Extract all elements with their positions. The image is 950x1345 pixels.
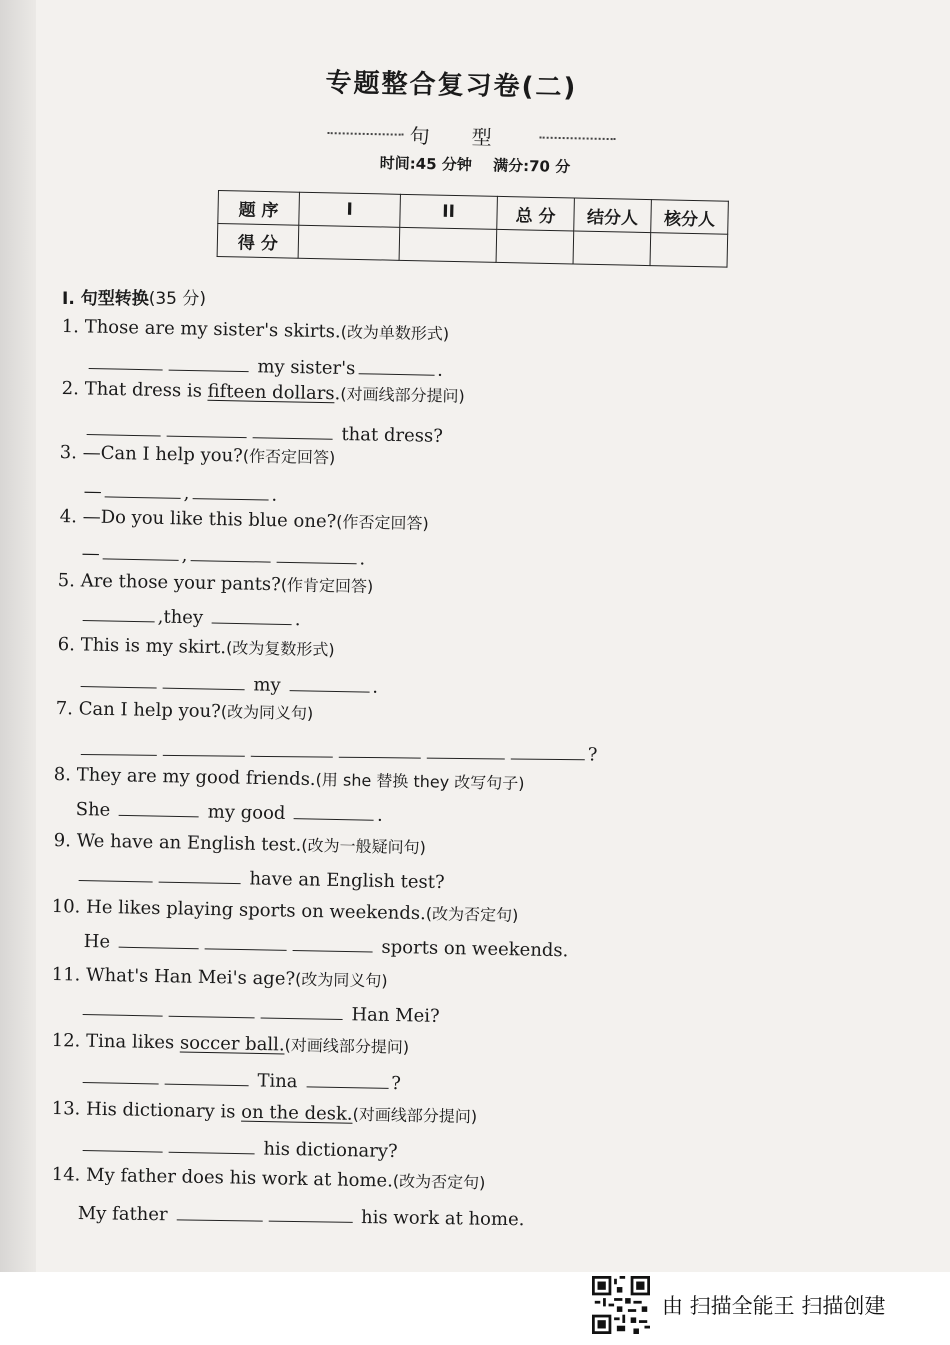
blank[interactable] [212, 605, 292, 626]
answer-line-10: He sports on weekends. [84, 928, 569, 961]
question-14: 14. My father does his work at home.(改为否定句) [51, 1163, 486, 1193]
answer-line-13: his dictionary? [80, 1132, 398, 1162]
answer-line-6: my . [78, 668, 379, 698]
section-points: (35 分) [148, 289, 207, 309]
answer-line-4: — , . [82, 540, 366, 569]
table-header: 核分人 [651, 200, 729, 235]
scanner-footer [592, 1276, 885, 1334]
blank[interactable] [83, 996, 163, 1017]
blank[interactable] [176, 1201, 262, 1221]
section-title: I. 句型转换 [62, 289, 149, 309]
blank[interactable] [205, 930, 287, 951]
blank[interactable] [103, 540, 179, 560]
exam-score: 满分:70 分 [492, 156, 571, 176]
blank[interactable] [293, 932, 373, 953]
question-2: 2. That dress is fifteen dollars.(对画线部分提问) [61, 377, 465, 406]
blank[interactable] [192, 480, 268, 500]
answer-line-8: She my good . [76, 796, 384, 826]
question-12: 12. Tina likes soccer ball.(对画线部分提问) [51, 1029, 410, 1057]
blank[interactable] [339, 739, 421, 759]
answer-line-11: Han Mei? [80, 996, 440, 1027]
score-cell[interactable] [650, 233, 728, 268]
blank[interactable] [253, 419, 333, 440]
blank[interactable] [81, 736, 157, 756]
answer-line-2: that dress? [84, 416, 444, 447]
score-cell[interactable] [399, 227, 497, 262]
question-3: 3. —Can I help you?(作否定回答) [59, 441, 336, 468]
blank[interactable] [165, 1066, 249, 1087]
exam-info [380, 152, 587, 177]
table-header: 总 分 [497, 196, 575, 231]
table-header: 题 序 [218, 191, 300, 226]
table-header: 结分人 [574, 198, 652, 233]
answer-line-1: my sister's . [86, 350, 444, 381]
table-row-label: 得 分 [217, 224, 299, 259]
blank[interactable] [159, 864, 241, 885]
blank[interactable] [163, 737, 245, 757]
footer-text: 由 扫描全能王 扫描创建 [662, 1294, 886, 1318]
answer-line-5: ,they . [80, 602, 301, 630]
question-10: 10. He likes playing sports on weekends.(改为否定句) [51, 895, 519, 925]
table-header: II [400, 194, 498, 229]
question-8: 8. They are my good friends.(用 she 替换 they 改写句子) [53, 763, 525, 794]
blank[interactable] [81, 668, 157, 688]
blank[interactable] [79, 862, 153, 882]
question-9: 9. We have an English test.(改为一般疑问句) [53, 829, 427, 858]
table-header: I [299, 192, 401, 227]
score-table [217, 190, 729, 268]
answer-line-12: Tina ? [80, 1064, 402, 1094]
blank[interactable] [268, 1203, 352, 1223]
score-cell[interactable] [573, 231, 651, 266]
blank[interactable] [261, 999, 343, 1020]
blank[interactable] [83, 1064, 159, 1084]
blank[interactable] [169, 998, 255, 1019]
blank[interactable] [83, 602, 155, 622]
question-6: 6. This is my skirt.(改为复数形式) [57, 633, 335, 660]
blank[interactable] [427, 740, 505, 760]
blank[interactable] [358, 355, 434, 375]
blank[interactable] [83, 1132, 163, 1153]
qr-code-icon [592, 1276, 650, 1334]
blank[interactable] [119, 797, 199, 818]
blank[interactable] [119, 929, 199, 950]
question-4: 4. —Do you like this blue one?(作否定回答) [59, 505, 429, 534]
blank[interactable] [169, 1134, 255, 1155]
blank[interactable] [169, 352, 249, 373]
question-13: 13. His dictionary is on the desk.(对画线部分提问) [51, 1097, 478, 1127]
blank[interactable] [294, 800, 374, 821]
question-7: 7. Can I help you?(改为同义句) [55, 697, 314, 723]
blank[interactable] [511, 741, 585, 761]
blank[interactable] [190, 542, 270, 563]
blank[interactable] [89, 350, 163, 370]
question-5: 5. Are those your pants?(作肯定回答) [57, 569, 374, 597]
page-edge-shadow [0, 0, 36, 1272]
score-cell[interactable] [496, 229, 574, 264]
blank[interactable] [289, 672, 369, 693]
blank[interactable] [167, 418, 247, 439]
answer-line-3: — , . [84, 478, 278, 506]
blank[interactable] [87, 416, 161, 436]
answer-line-14: My father his work at home. [77, 1202, 525, 1231]
blank[interactable] [105, 478, 181, 498]
answer-line-9: have an English test? [76, 862, 445, 893]
question-1: 1. Those are my sister's skirts.(改为单数形式) [61, 315, 450, 344]
answer-line-7: ? [78, 736, 598, 765]
question-11: 11. What's Han Mei's age?(改为同义句) [51, 963, 388, 991]
section-heading [62, 284, 206, 309]
exam-time: 时间:45 分钟 [379, 153, 473, 174]
blank[interactable] [276, 544, 356, 565]
score-cell[interactable] [298, 225, 400, 260]
blank[interactable] [163, 670, 245, 691]
blank[interactable] [306, 1068, 388, 1089]
blank[interactable] [251, 738, 333, 758]
subtitle-text: 句型 [409, 123, 534, 151]
page-title: 专题整合复习卷(二) [325, 67, 578, 104]
